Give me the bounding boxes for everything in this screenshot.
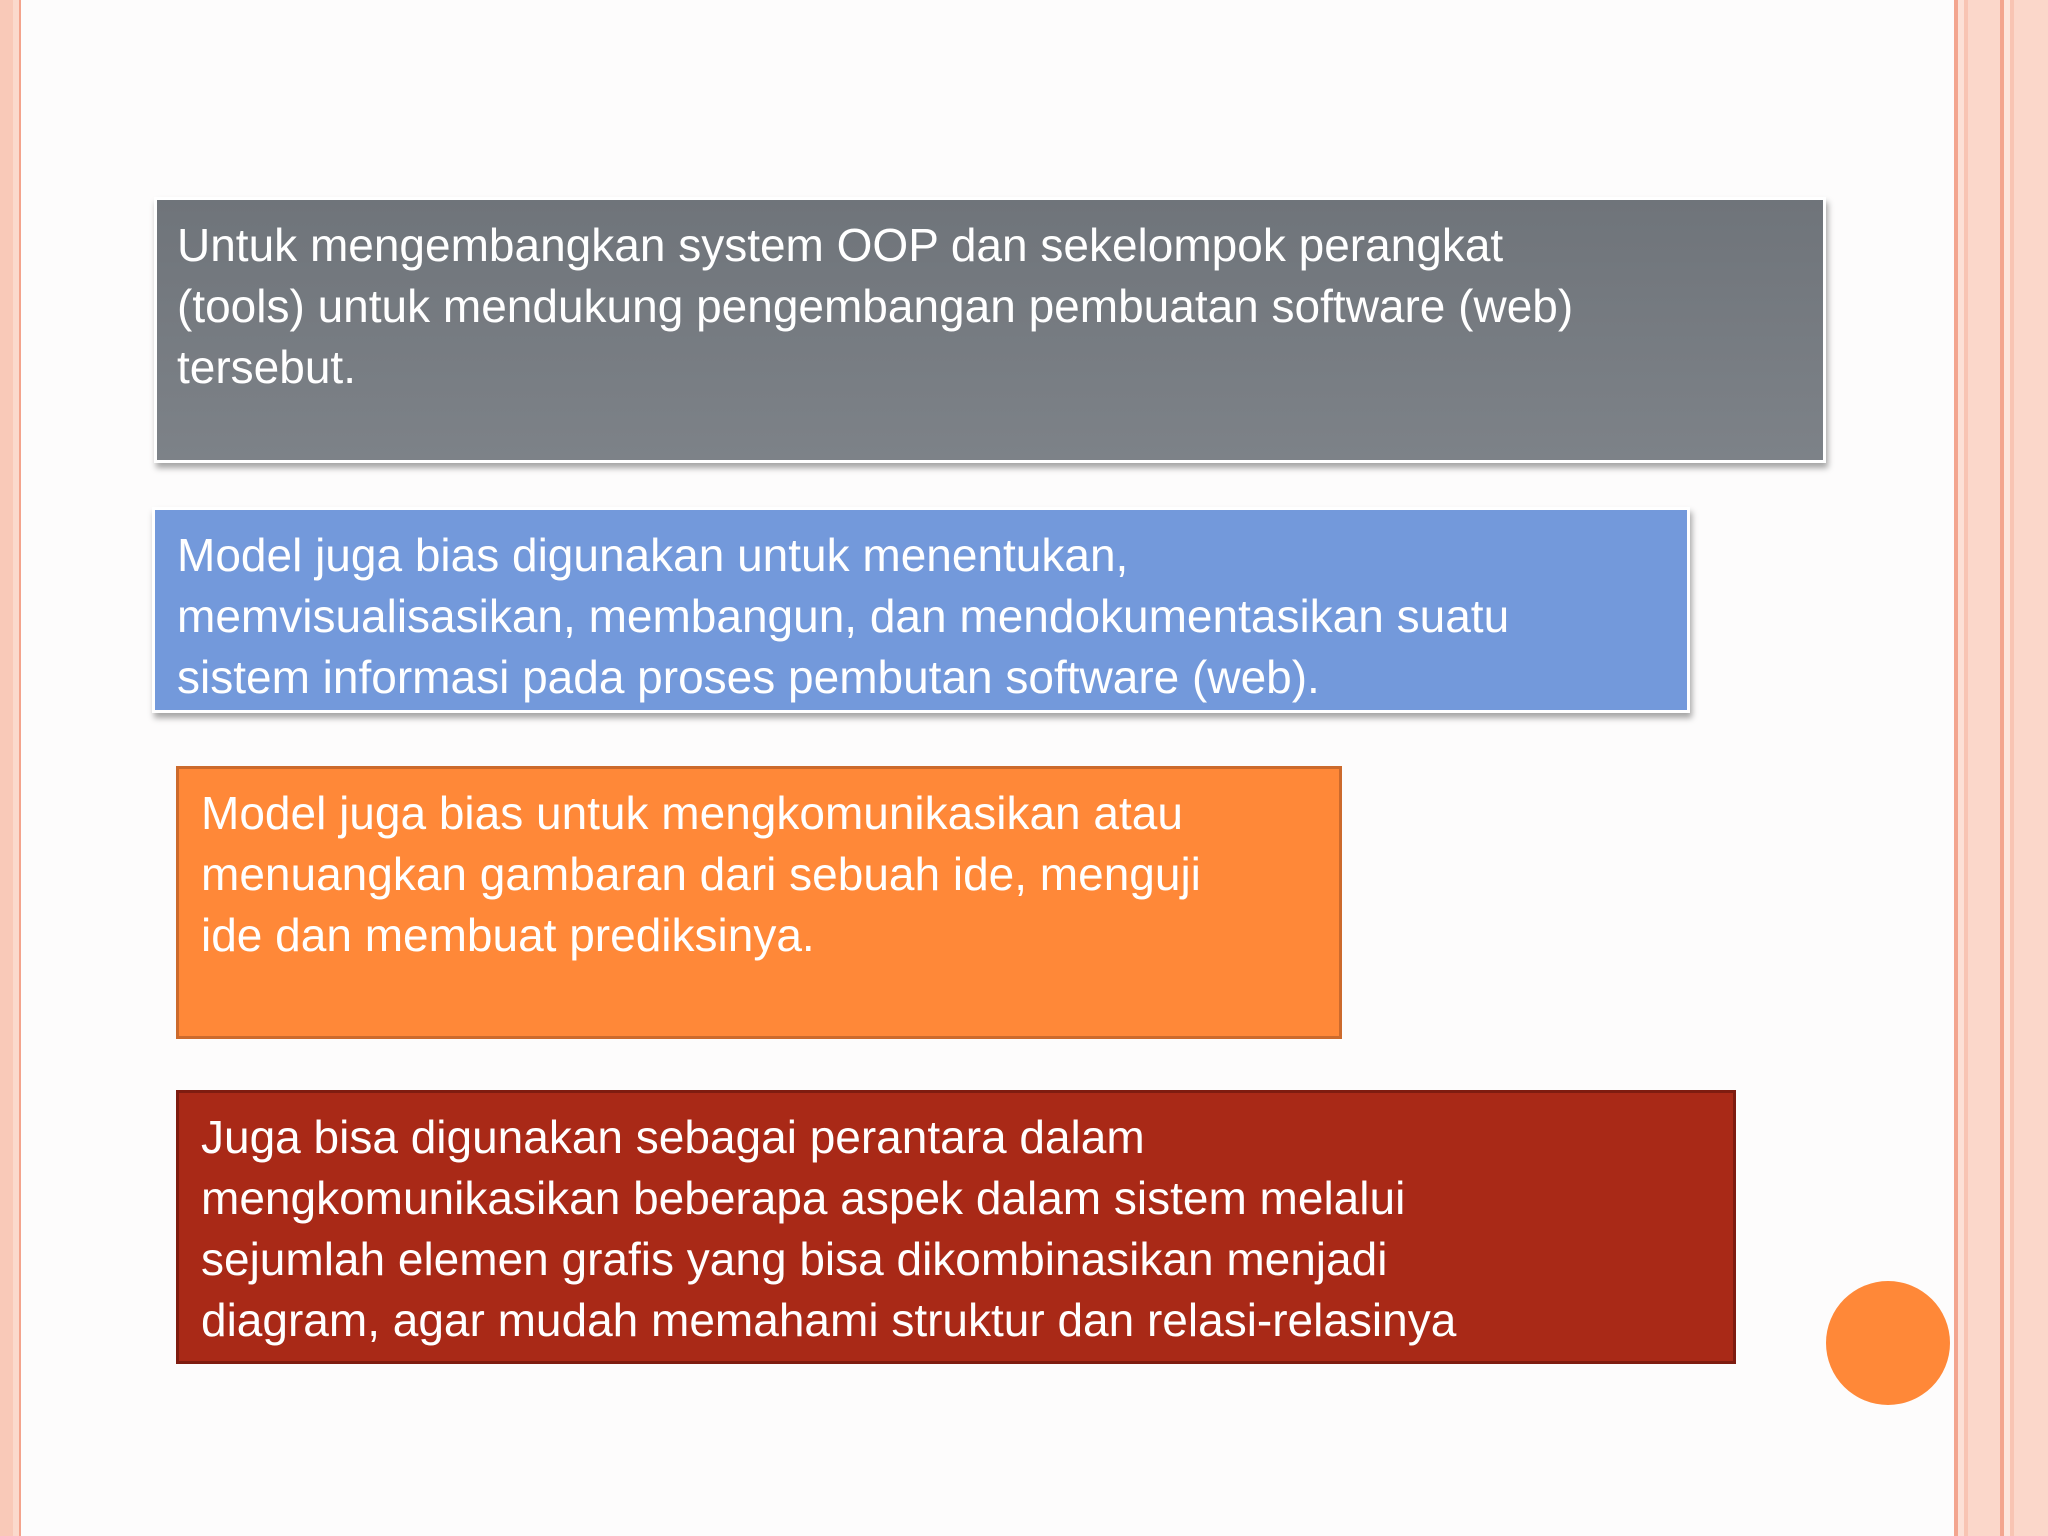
text-box-orange: Model juga bias untuk mengkomunikasikan atau menuangkan gambaran dari sebuah ide, menguji ide dan membuat prediksinya. bbox=[176, 766, 1342, 1039]
left-border-decoration bbox=[0, 0, 24, 1536]
orange-circle-decoration bbox=[1826, 1281, 1950, 1405]
right-border-decoration bbox=[1954, 0, 2048, 1536]
text-box-grey: Untuk mengembangkan system OOP dan sekelompok perangkat (tools) untuk mendukung pengembangan pembuatan software (web) tersebut. bbox=[154, 197, 1826, 463]
text-box-blue: Model juga bias digunakan untuk menentukan, memvisualisasikan, membangun, dan mendokumentasikan suatu sistem informasi pada proses pembutan software (web). bbox=[152, 507, 1690, 713]
text-box-red: Juga bisa digunakan sebagai perantara dalam mengkomunikasikan beberapa aspek dalam sistem melalui sejumlah elemen grafis yang bisa dikombinasikan menjadi diagram, agar mudah memahami struktur dan relasi-relasinya bbox=[176, 1090, 1736, 1364]
